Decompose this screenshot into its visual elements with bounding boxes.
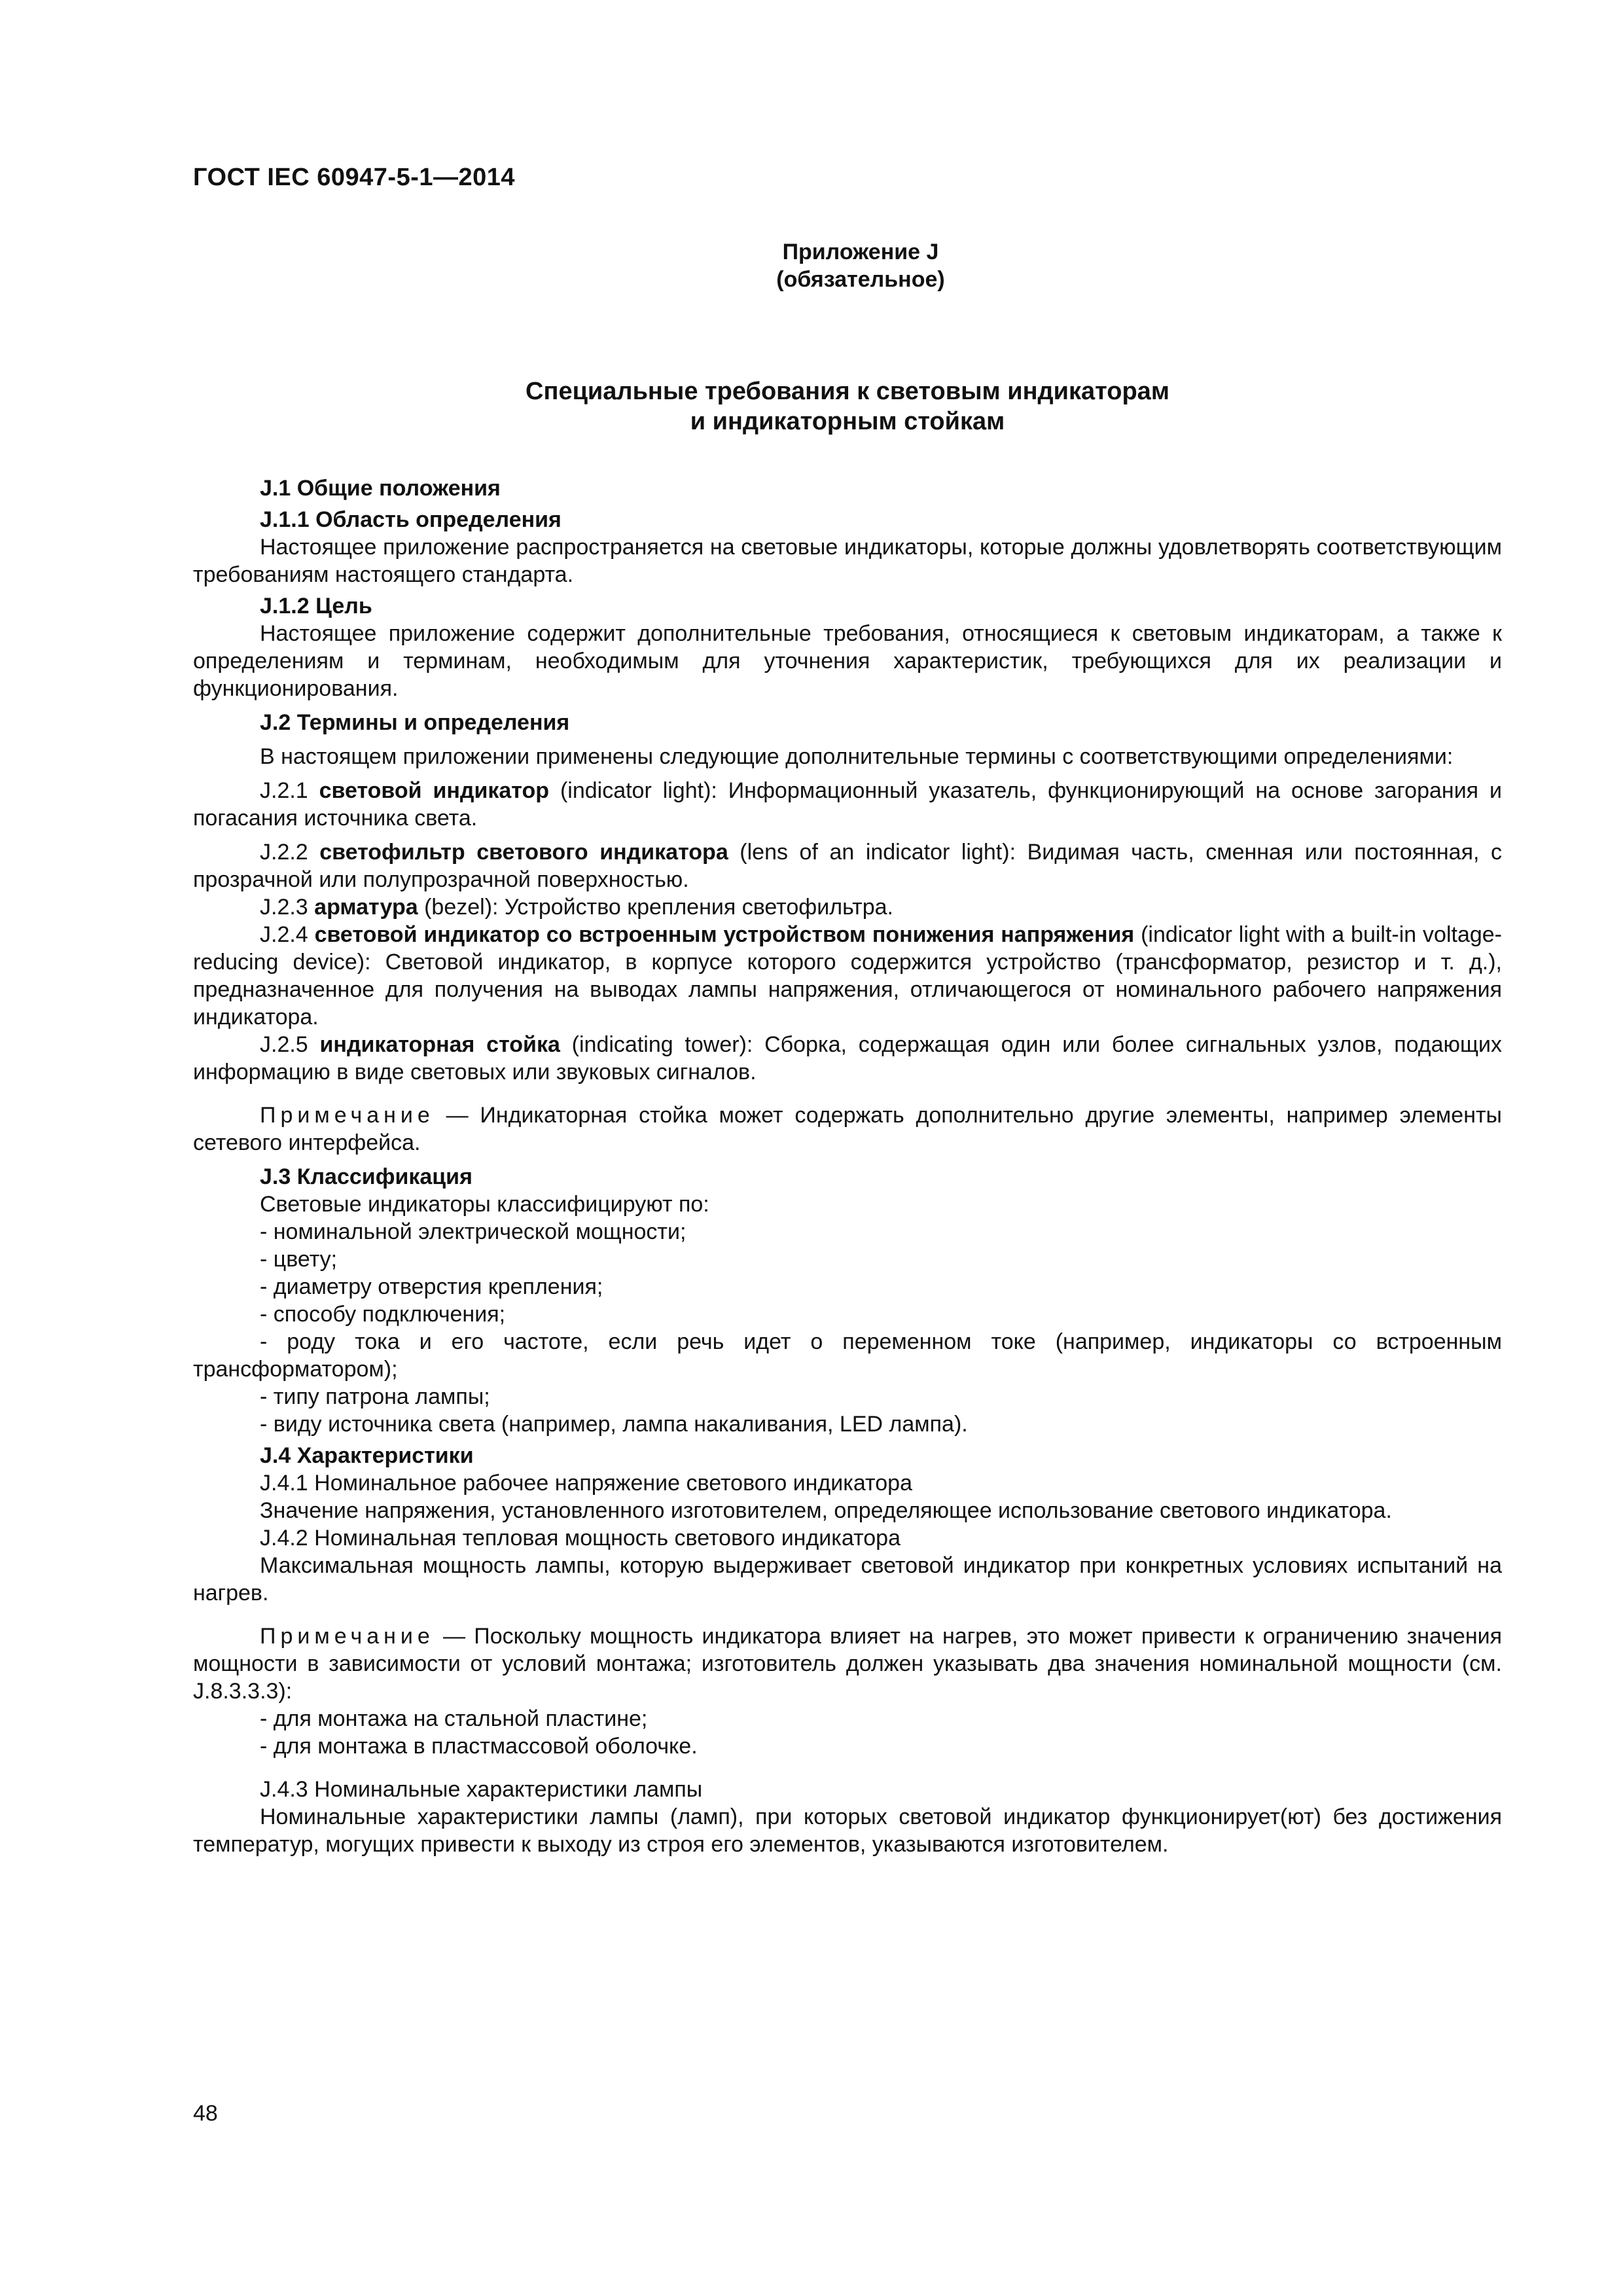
term-name: светофильтр светового индикатора — [319, 840, 728, 865]
paragraph-j43: Номинальные характеристики лампы (ламп), при которых световой индикатор функционирует(ют) без достижения температур, могущих привести к выходу из строя его элементов, указываются изготовителем. — [193, 1804, 1502, 1857]
note-label: Примечание — [260, 1103, 435, 1128]
section-heading-j3: J.3 Классификация — [260, 1164, 473, 1189]
term-j25 — [193, 1031, 1502, 1086]
note-j2 — [193, 1102, 1502, 1157]
standard-header: ГОСТ IEC 60947-5-1—2014 — [193, 164, 516, 191]
note-label: Примечание — [260, 1624, 435, 1649]
paragraph-j42: Максимальная мощность лампы, которую выдерживает световой индикатор при конкретных условиях испытаний на нагрев. — [193, 1553, 1502, 1605]
list-item: - цвету; — [260, 1247, 338, 1272]
page-number: 48 — [193, 2101, 218, 2126]
note-text: — Поскольку мощность индикатора влияет на нагрев, это может привести к ограничению значения мощности в зависимости от условий монтажа; изготовитель должен указывать два значения номинальной мощности (см. J.8.3.3.3): — [193, 1624, 1502, 1704]
paragraph-j12: Настоящее приложение содержит дополнительные требования, относящиеся к световым индикаторам, а также к определениям и терминам, необходимым для уточнения характеристик, требующихся для их реализации и функционирования. — [193, 621, 1502, 701]
annex-heading — [664, 238, 1057, 293]
term-name: арматура — [314, 895, 418, 920]
list-item: - способу подключения; — [260, 1302, 506, 1327]
term-definition: (indicating tower): Сборка, содержащая один или более сигнальных узлов, подающих информацию в виде световых или звуковых сигналов. — [193, 1032, 1502, 1085]
term-j23 — [193, 893, 1502, 921]
term-j22 — [193, 838, 1502, 893]
annex-status: (обязательное) — [776, 267, 945, 292]
list-item: - роду тока и его частоте, если речь идет о переменном токе (например, индикаторы со встроенным трансформатором); — [193, 1329, 1502, 1382]
term-name: индикаторная стойка — [319, 1032, 560, 1057]
term-definition: (bezel): Устройство крепления светофильтра. — [418, 895, 893, 920]
list-item: - типу патрона лампы; — [260, 1384, 490, 1409]
paragraph-j11: Настоящее приложение распространяется на световые индикаторы, которые должны удовлетворять соответствующим требованиям настоящего стандарта. — [193, 535, 1502, 587]
term-definition: (indicator light): Информационный указатель, функционирующий на основе загорания и погасания источника света. — [193, 778, 1502, 831]
list-item: - номинальной электрической мощности; — [260, 1219, 687, 1244]
term-number: J.2.4 — [260, 922, 315, 947]
section-heading-j12: J.1.2 Цель — [260, 594, 372, 619]
annex-label: Приложение J — [782, 240, 939, 264]
section-heading-j2: J.2 Термины и определения — [260, 710, 570, 735]
term-number: J.2.3 — [260, 895, 315, 920]
section-heading-j1: J.1 Общие положения — [260, 476, 501, 501]
term-definition: (indicator light with a built-in voltage-reducing device): Световой индикатор, в корпусе которого содержится устройство (трансформатор, резистор и т. д.), предназначенное для получения на выводах лампы напряжения, отличающегося от номинального рабочего напряжения индикатора. — [193, 922, 1503, 1030]
section-heading-j11: J.1.1 Область определения — [260, 507, 562, 532]
paragraph-j3-intro: Световые индикаторы классифицируют по: — [260, 1192, 709, 1217]
annex-title — [193, 376, 1502, 437]
note-j42 — [193, 1623, 1502, 1705]
term-number: J.2.5 — [260, 1032, 320, 1057]
term-j21 — [193, 777, 1502, 832]
annex-title-line-1: Специальные требования к световым индикаторам — [526, 378, 1169, 405]
paragraph-j41: Значение напряжения, установленного изготовителем, определяющее использование светового индикатора. — [260, 1498, 1392, 1523]
note-text: — Индикаторная стойка может содержать дополнительно другие элементы, например элементы сетевого интерфейса. — [193, 1103, 1502, 1155]
term-name: световой индикатор со встроенным устройством понижения напряжения — [314, 922, 1135, 947]
term-j24 — [193, 921, 1502, 1031]
term-number: J.2.2 — [260, 840, 320, 865]
list-item: - диаметру отверстия крепления; — [260, 1274, 603, 1299]
subheading-j43: J.4.3 Номинальные характеристики лампы — [260, 1777, 703, 1802]
note-list-item: - для монтажа в пластмассовой оболочке. — [260, 1734, 698, 1759]
section-heading-j4: J.4 Характеристики — [260, 1443, 474, 1468]
paragraph-j2-intro: В настоящем приложении применены следующие дополнительные термины с соответствующими определениями: — [260, 744, 1454, 769]
term-name: световой индикатор — [319, 778, 550, 803]
term-definition: (lens of an indicator light): Видимая часть, сменная или постоянная, с прозрачной или полупрозрачной поверхностью. — [193, 840, 1502, 892]
term-number: J.2.1 — [260, 778, 319, 803]
list-item: - виду источника света (например, лампа накаливания, LED лампа). — [260, 1412, 968, 1437]
annex-title-line-2: и индикаторным стойкам — [690, 408, 1005, 435]
note-list-item: - для монтажа на стальной пластине; — [260, 1706, 648, 1731]
subheading-j41: J.4.1 Номинальное рабочее напряжение светового индикатора — [260, 1471, 912, 1496]
subheading-j42: J.4.2 Номинальная тепловая мощность светового индикатора — [260, 1526, 901, 1551]
document-body — [193, 475, 1502, 1858]
